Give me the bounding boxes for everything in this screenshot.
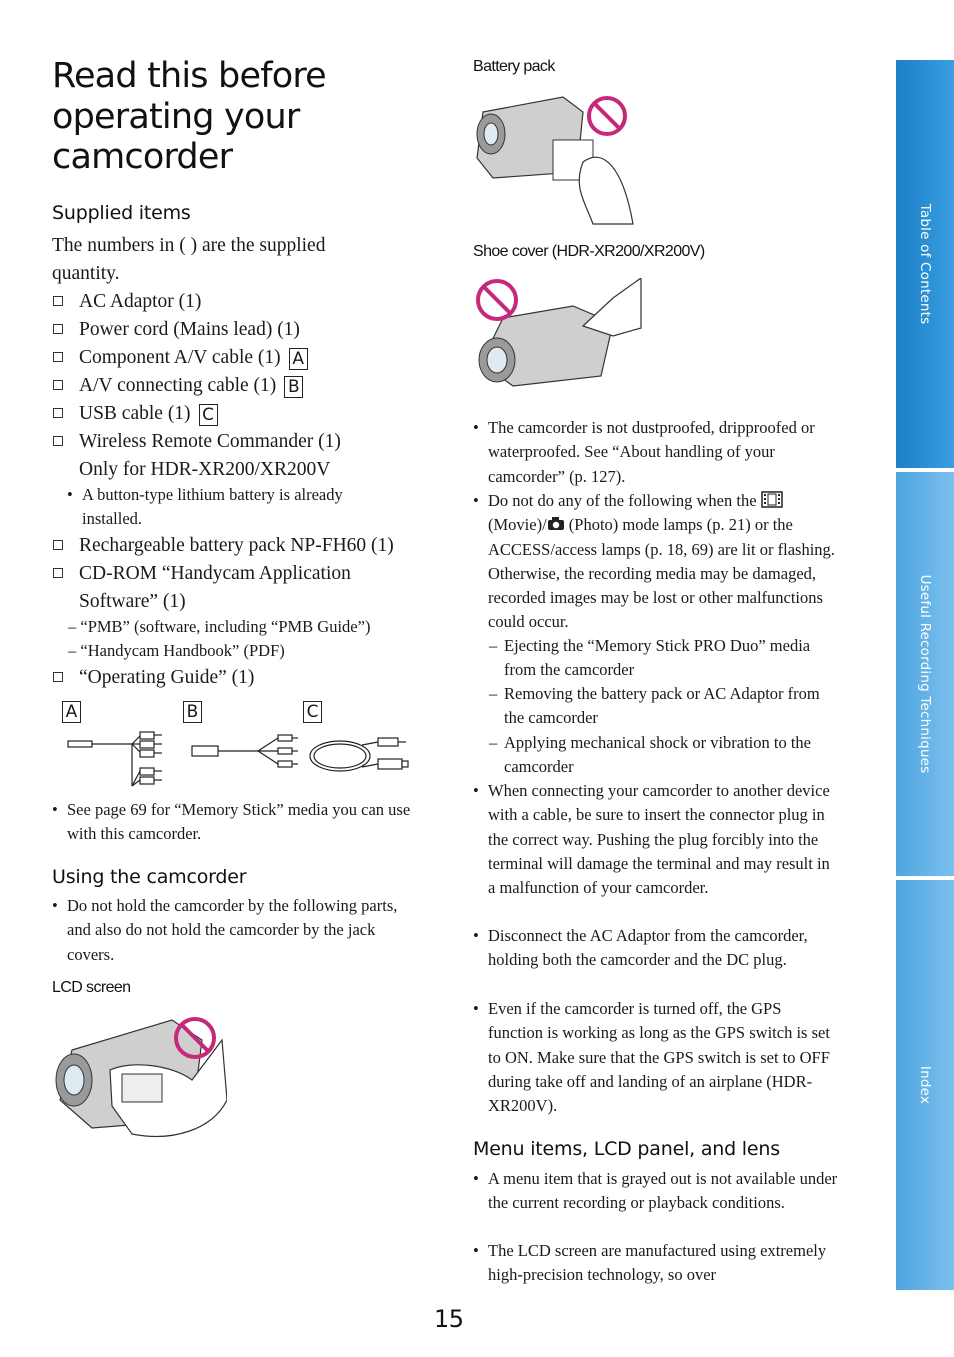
av-cable-image bbox=[192, 735, 298, 767]
shoe-cover-illustration bbox=[473, 278, 645, 396]
label-a: A bbox=[289, 348, 308, 370]
film-icon bbox=[761, 491, 783, 508]
remote-note: Only for HDR-XR200/XR200V bbox=[79, 459, 331, 480]
label-c: C bbox=[199, 404, 218, 426]
cable-label-b: B bbox=[183, 701, 202, 723]
label-b: B bbox=[284, 376, 303, 398]
cable-label-a: A bbox=[62, 701, 81, 723]
checkbox-square-icon bbox=[53, 324, 63, 334]
cables-illustration bbox=[62, 726, 422, 792]
tab-useful-recording-techniques[interactable]: Useful Recording Techniques bbox=[896, 472, 954, 876]
using-camcorder-heading: Using the camcorder bbox=[52, 866, 247, 888]
checkbox-square-icon bbox=[53, 436, 63, 446]
battery-pack-illustration bbox=[473, 92, 638, 227]
checkbox-square-icon bbox=[53, 672, 63, 682]
prohibited-icon bbox=[589, 98, 625, 134]
battery-pack-caption: Battery pack bbox=[473, 58, 555, 75]
lcd-screen-caption: LCD screen bbox=[52, 979, 131, 996]
prohibited-icon bbox=[478, 281, 516, 319]
lcd-screen-illustration bbox=[52, 1010, 227, 1142]
camera-icon bbox=[547, 516, 565, 531]
checkbox-square-icon bbox=[53, 296, 63, 306]
cable-label-c: C bbox=[303, 701, 322, 723]
checkbox-square-icon bbox=[53, 408, 63, 418]
page-title: Read this before operating your camcorder bbox=[52, 56, 326, 177]
tab-index[interactable]: Index bbox=[896, 880, 954, 1290]
checkbox-square-icon bbox=[53, 352, 63, 362]
checkbox-square-icon bbox=[53, 380, 63, 390]
usb-cable-image bbox=[310, 738, 408, 771]
page-number: 15 bbox=[434, 1305, 464, 1333]
checkbox-square-icon bbox=[53, 568, 63, 578]
cd-sub-handbook: – “Handycam Handbook” (PDF) bbox=[68, 641, 285, 660]
supplied-intro: The numbers in ( ) are the supplied quantity. bbox=[52, 235, 326, 284]
shoe-cover-caption: Shoe cover (HDR-XR200/XR200V) bbox=[473, 243, 705, 260]
tab-table-of-contents[interactable]: Table of Contents bbox=[896, 60, 954, 468]
menu-lcd-lens-heading: Menu items, LCD panel, and lens bbox=[473, 1138, 780, 1160]
component-cable-image bbox=[68, 732, 162, 786]
supplied-items-heading: Supplied items bbox=[52, 202, 191, 224]
checkbox-square-icon bbox=[53, 540, 63, 550]
cd-sub-pmb: – “PMB” (software, including “PMB Guide”) bbox=[68, 617, 371, 636]
